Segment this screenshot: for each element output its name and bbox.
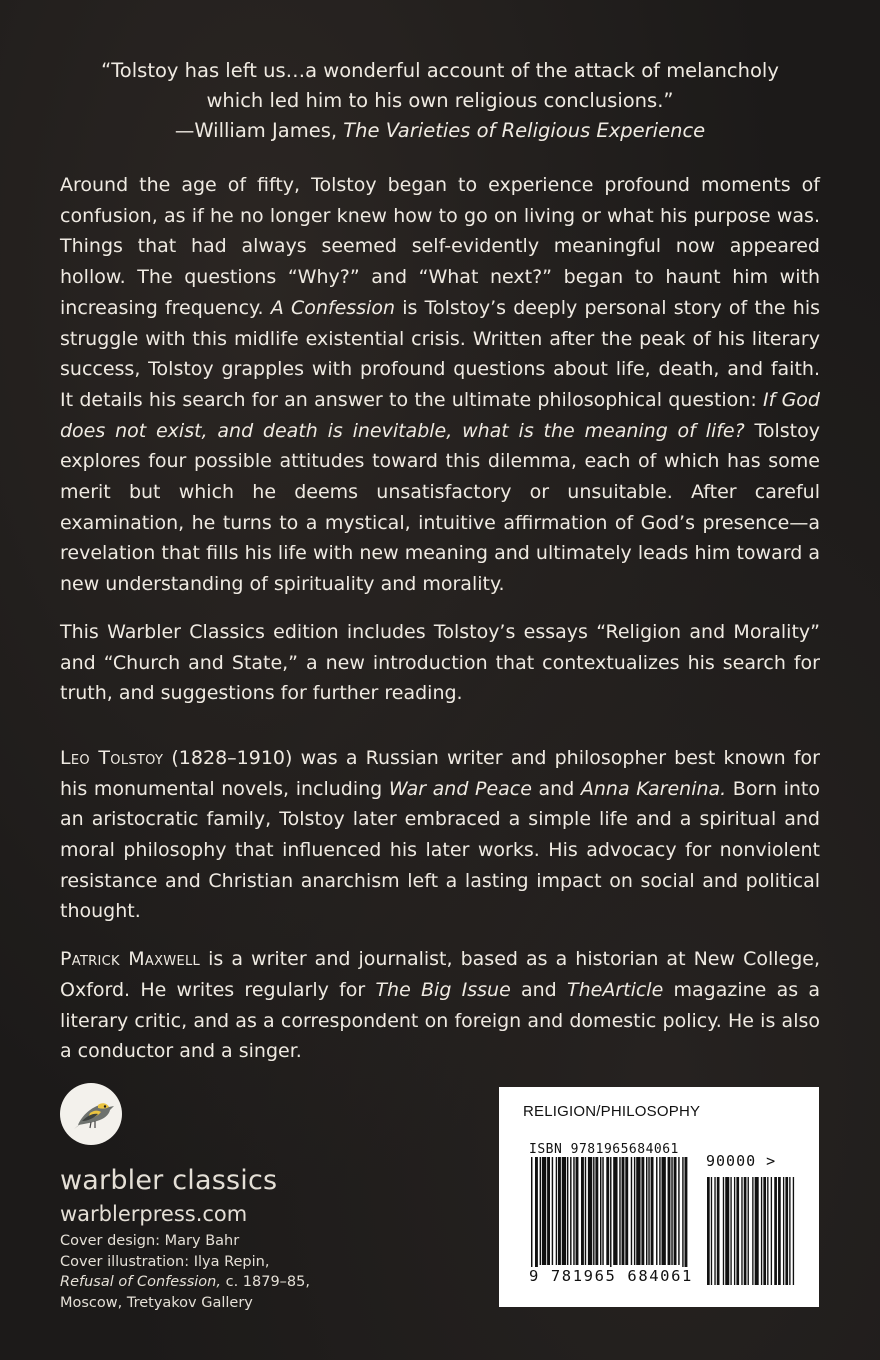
barcode-addon-bar	[793, 1177, 794, 1285]
barcode-bar	[682, 1157, 683, 1275]
quote-line-2: which led him to his own religious conclusions.”	[206, 89, 674, 112]
barcode-addon-bar	[752, 1177, 753, 1285]
book-title: A Confession	[270, 296, 396, 319]
barcode-bar	[625, 1157, 628, 1265]
introducer-bio	[60, 944, 820, 1067]
barcode-addon-bar	[763, 1177, 766, 1285]
publisher-website[interactable]: warblerpress.com	[60, 1202, 248, 1226]
isbn-label: ISBN 9781965684061	[529, 1142, 679, 1157]
barcode-addon-bar	[734, 1177, 735, 1285]
barcode-bar	[659, 1157, 660, 1265]
description-text: Tolstoy explores four possible attitudes toward this dilemma, each of which has some merit but which he deems unsatisfactory or unsuitable. After careful examination, he turns to a mystical, intuitive affirmation of God’s presence—a revelation that fills his life with new meaning and ultimately leads him toward a new understanding of spirituality and morality.	[60, 419, 820, 596]
author-work: War and Peace	[388, 777, 532, 800]
barcode-addon-bar	[744, 1177, 747, 1285]
barcode-bar	[567, 1157, 568, 1265]
barcode-addon-bar	[714, 1177, 715, 1285]
artwork-date: c. 1879–85,	[220, 1274, 310, 1290]
introducer-bio-text: magazine as a literary critic, and as a correspondent on foreign and domestic policy. He is also a conductor and a singer.	[60, 978, 820, 1063]
quote-line-1: “Tolstoy has left us…a wonderful account of the attack of melancholy	[101, 59, 779, 82]
philosophical-question: If God does not exist, and death is inevitable, what is the meaning of life?	[60, 388, 820, 442]
barcode-bar	[646, 1157, 647, 1265]
barcode-addon-bar	[711, 1177, 712, 1285]
introducer-name: Patrick Maxwell	[60, 948, 201, 971]
barcode-bar	[542, 1157, 546, 1265]
barcode-bar	[562, 1157, 566, 1265]
barcode-bar	[602, 1157, 603, 1265]
barcode-bar	[606, 1157, 609, 1265]
attribution-author: —William James,	[174, 119, 344, 142]
barcode-addon-bar	[761, 1177, 762, 1285]
barcode-addon-bar	[736, 1177, 739, 1285]
description-paragraph-1	[60, 170, 820, 600]
barcode-bar	[576, 1157, 579, 1265]
barcode-bar	[619, 1157, 620, 1265]
barcode-bar	[600, 1157, 601, 1265]
price-addon-code: 90000 >	[706, 1152, 777, 1170]
barcode-bar	[674, 1157, 677, 1265]
author-bio-text: and	[531, 777, 581, 800]
barcode-addon-bar	[707, 1177, 710, 1285]
introducer-bio-text: is a writer and journalist, based as a historian at New College, Oxford. He writes regularly for	[60, 948, 820, 1001]
back-cover-copy	[60, 170, 820, 1084]
barcode-addon-bar	[767, 1177, 768, 1285]
barcode-bar	[685, 1157, 688, 1275]
barcode-bar	[622, 1157, 625, 1265]
introducer-bio-text: and	[510, 978, 567, 1001]
barcode-addon-bar	[785, 1177, 788, 1285]
description-paragraph-2: This Warbler Classics edition includes Tolstoy’s essays “Religion and Morality” and “Church and State,” a new introduction that contextualizes his search for truth, and suggestions for further reading.	[60, 620, 820, 705]
barcode-addon-bar	[755, 1177, 759, 1285]
barcode-bar	[636, 1157, 640, 1265]
author-bio-text: (1828–1910) was a Russian writer and philosopher best known for his monumental novels, including	[60, 746, 820, 800]
endorsement-quote	[60, 56, 820, 146]
publisher-name: warbler classics	[60, 1165, 278, 1196]
barcode-addon-bar	[748, 1177, 749, 1285]
publisher-imprint	[60, 1163, 440, 1313]
barcode-bar	[556, 1157, 557, 1265]
barcode-addon-bar	[723, 1177, 724, 1285]
barcode-bar	[634, 1157, 635, 1265]
barcode-bar	[531, 1157, 532, 1275]
quote-attribution	[60, 116, 820, 146]
artwork-credit	[60, 1272, 440, 1293]
barcode-bar	[641, 1157, 644, 1265]
barcode-bar	[547, 1157, 550, 1265]
isbn-digits: 9 781965 684061	[529, 1267, 693, 1285]
barcode-bar	[581, 1157, 584, 1265]
cover-illustration-credit: Cover illustration: Ilya Repin,	[60, 1253, 270, 1270]
barcode-addon-bar	[730, 1177, 731, 1285]
barcode-bar	[613, 1157, 617, 1265]
barcode-addon-bar	[725, 1177, 729, 1285]
barcode-bar	[570, 1157, 571, 1265]
barcode-addon-bar	[783, 1177, 784, 1285]
barcode-bar	[610, 1157, 611, 1275]
barcode-bar	[593, 1157, 594, 1265]
artwork-title: Refusal of Confession,	[60, 1274, 221, 1290]
book-category: RELIGION/PHILOSOPHY	[523, 1103, 701, 1120]
artwork-location: Moscow, Tretyakov Gallery	[60, 1294, 253, 1311]
barcode-bar	[648, 1157, 649, 1265]
barcode-bar	[595, 1157, 598, 1265]
attribution-work: The Varieties of Religious Experience	[343, 119, 706, 142]
author-name: Leo Tolstoy	[60, 746, 164, 769]
warbler-bird-icon	[60, 1083, 122, 1145]
barcode-bar	[671, 1157, 672, 1265]
author-bio	[60, 743, 820, 927]
barcode-bar	[678, 1157, 679, 1265]
author-bio-text: Born into an aristocratic family, Tolstoy later embraced a simple life and a spiritual and moral philosophy that influenced his later works. His advocacy for nonviolent resistance and Christian anarchism left a lasting impact on social and political thought.	[60, 777, 820, 923]
barcode-bar	[651, 1157, 654, 1265]
barcode-bar	[535, 1157, 538, 1275]
barcode-addon-bar	[774, 1177, 777, 1285]
barcode-addon-bar	[789, 1177, 790, 1285]
cover-design-credit: Cover design: Mary Bahr	[60, 1233, 240, 1249]
barcode-addon-bar	[717, 1177, 720, 1285]
barcode-bar	[540, 1157, 541, 1265]
barcode-addon-bar	[741, 1177, 742, 1285]
isbn-barcode-panel	[499, 1087, 819, 1307]
barcode-bar	[552, 1157, 553, 1265]
publication-title: TheArticle	[566, 978, 664, 1001]
barcode-bar	[668, 1157, 671, 1265]
barcode-bar	[585, 1157, 586, 1265]
description-text: Around the age of fifty, Tolstoy began to experience profound moments of confusion, as if he no longer knew how to go on living or what his purpose was. Things that had always seemed self-evidently meaningful now appeared hollow. The questions “Why?” and “What next?” began to haunt him with increasing frequency.	[60, 174, 820, 319]
barcode-bar	[558, 1157, 561, 1265]
barcode-addon-bar	[778, 1177, 781, 1285]
barcode-bar	[656, 1157, 657, 1265]
description-text: is Tolstoy’s deeply personal story of the his struggle with this midlife existential crisis. Written after the peak of his literary success, Tolstoy grapples with profound questions about life, death, and faith. It details his search for an answer to the ultimate philosophical question:	[60, 296, 821, 411]
barcode-bar	[573, 1157, 574, 1265]
author-work: Anna Karenina.	[580, 777, 727, 800]
barcode-bar	[662, 1157, 666, 1265]
publication-title: The Big Issue	[375, 978, 511, 1001]
barcode-bar	[631, 1157, 632, 1265]
barcode-bar	[588, 1157, 592, 1265]
barcode-addon-bar	[771, 1177, 772, 1285]
